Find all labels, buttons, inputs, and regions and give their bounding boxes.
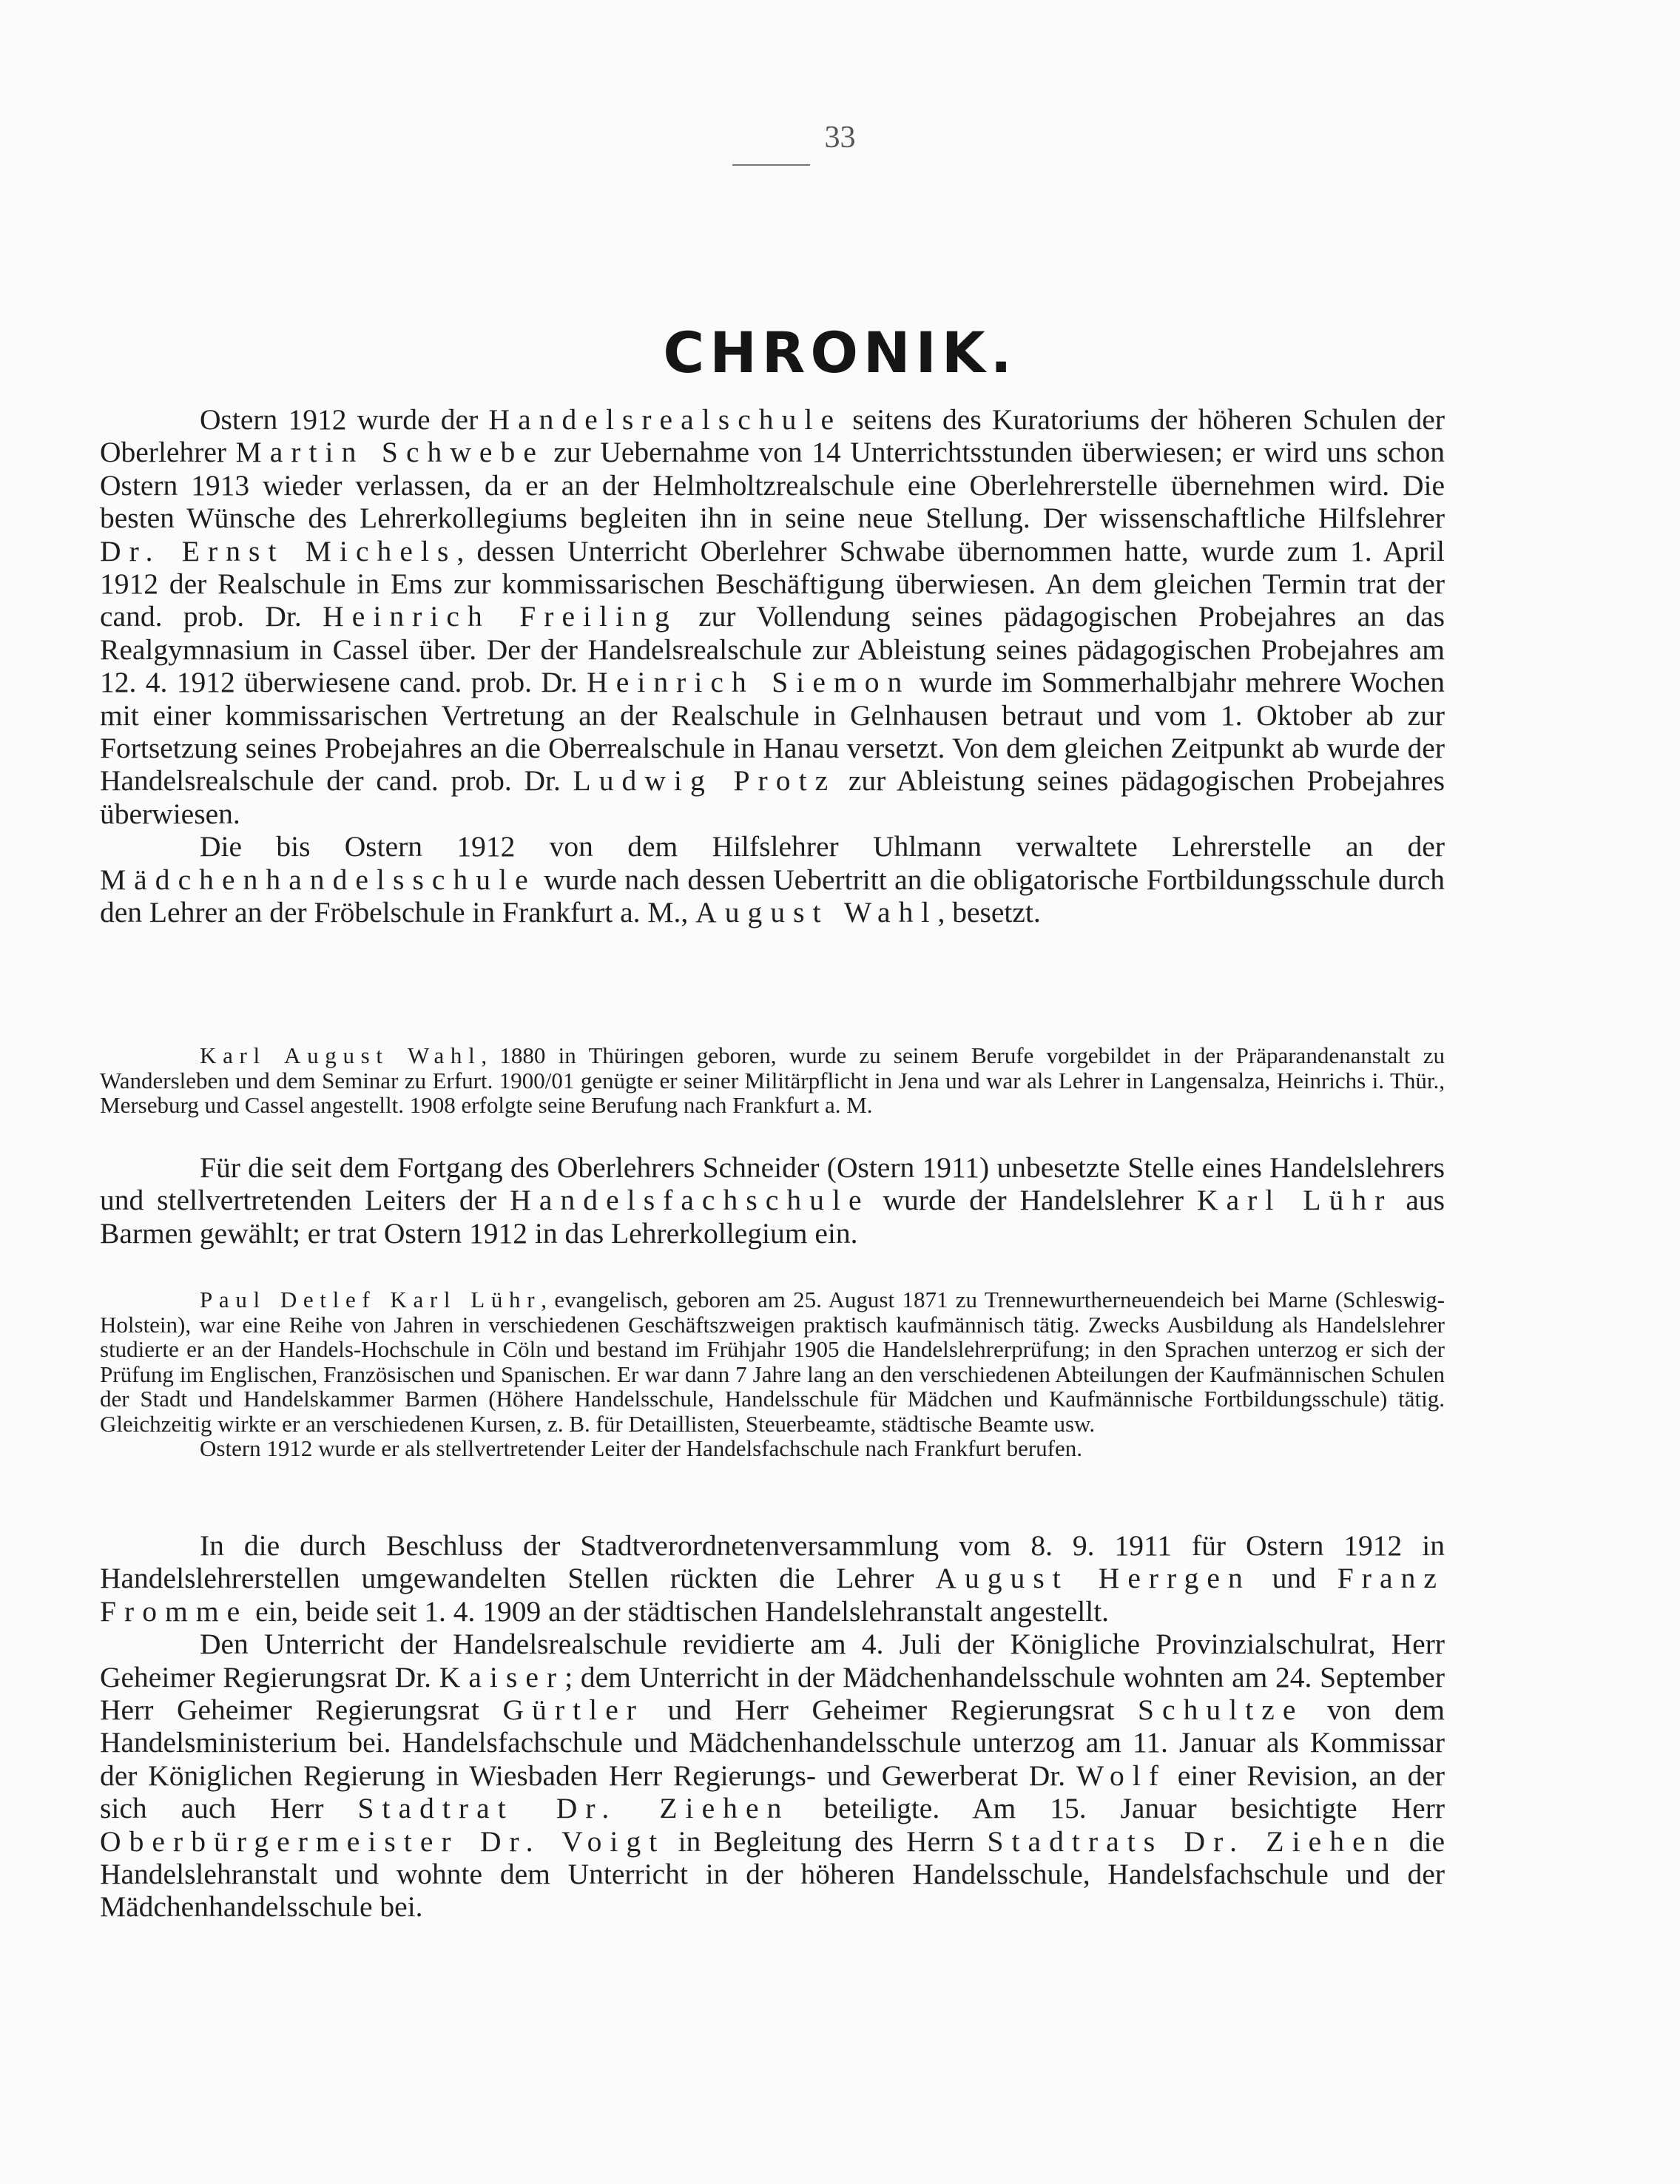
paragraph-maedchenhandelsschule — [100, 830, 1445, 928]
text-run: aus Barmen gewählt; er trat Ostern 1912 in das Lehrerkollegium ein. — [100, 1184, 1445, 1250]
text-run: ein, beide seit 1. 4. 1909 an der städtischen Handelslehranstalt angestellt. — [248, 1594, 1110, 1628]
spaced-name: Mädchenhandelsschule — [100, 863, 536, 896]
text-run: Die bis Ostern 1912 von dem Hilfslehrer Uhlmann verwaltete Lehrerstelle an der — [200, 830, 1445, 863]
text-run: In die durch Beschluss der Stadtverordnetenversammlung vom 8. 9. 1911 für Ostern 1912 in Handelslehrerstellen umgewandelten Stellen rückten die Lehrer — [100, 1529, 1445, 1595]
text-run: wurde nach dessen Uebertritt an die obligatorische Fortbildungsschule durch den Lehrer an der Fröbelschule in Frankfurt a. M., — [100, 863, 1445, 929]
text-run: Für die seit dem Fortgang des Oberlehrers Schneider (Ostern 1911) unbesetzte Stelle eines Handelslehrers und stellvertretenden Leiters der — [100, 1151, 1445, 1217]
text-run: , besetzt. — [937, 896, 1041, 929]
spaced-name: Stadtrat Dr. Ziehen — [357, 1792, 790, 1825]
chapter-title: CHRONIK. — [663, 320, 1017, 385]
spaced-name: Stadtrats Dr. Ziehen — [987, 1824, 1397, 1858]
spaced-name: Kaiser — [439, 1660, 565, 1693]
spaced-name: Handelsfachschule — [510, 1184, 870, 1217]
page-number: 33 — [824, 121, 856, 155]
text-run: zur Ableistung seines pädagogischen Probejahres überwiesen. — [100, 764, 1445, 830]
spaced-name: Heinrich Siemon — [587, 666, 911, 699]
body-text-block-3 — [100, 1529, 1445, 1924]
spaced-name: Handelsrealschule — [488, 403, 843, 436]
paragraph-revisionen — [100, 1628, 1445, 1924]
spaced-name: Paul Detlef Karl Lühr — [200, 1287, 542, 1312]
text-run: in Begleitung des Herrn — [665, 1824, 988, 1858]
page-number-rule — [732, 164, 810, 166]
paragraph-staff-changes — [100, 403, 1445, 830]
note-paragraph — [100, 1287, 1445, 1436]
text-run: , evangelisch, geboren am 25. August 1871 zu Trennewurtherneuendeich bei Marne (Schleswig-Holstein), war eine Reihe von Jahren in verschiedenen Geschäftszweigen praktisch kaufmännisch tätig. Zwecks Ausbildung als Handelslehrer studierte er an der Handels-Hochschule in Cöln und bestand im Frühjahr 1905 die Handelslehrerprüfung; in den Sprachen unterzog er sich der Prüfung im Englischen, Französischen und Spanischen. Er war dann 7 Jahre lang an den verschiedenen Abteilungen der Kaufmännischen Schulen der Stadt und Handelskammer Barmen (Höhere Handelsschule, Handelsschule für Mädchen und Kaufmännische Fortbildungsschule) tätig. Gleichzeitig wirkte er an verschiedenen Kursen, z. B. für Detaillisten, Steuerbeamte, städtische Beamte usw. — [100, 1287, 1445, 1437]
text-run: Den Unterricht der Handelsrealschule revidierte am 4. Juli der Königliche Provinzialschulrat, Herr Geheimer Regierungsrat Dr. — [100, 1628, 1445, 1693]
text-run: zur Vollendung seines pädagogischen Probejahres an das Realgymnasium in Cassel über. Der der Handelsrealschule zur Ableistung seines pädagogischen Probejahres am 12. 4. 1912 überwiesene cand. prob. Dr. — [100, 600, 1445, 699]
spaced-name: Karl August Wahl — [200, 1042, 482, 1068]
spaced-name: Martin Schwebe — [235, 436, 544, 469]
note-paragraph — [100, 1043, 1445, 1118]
spaced-name: Schultze — [1138, 1693, 1304, 1727]
text-run: von dem Handelsministerium bei. Handelsfachschule und Mädchenhandelsschule unterzog am 11. Januar als Kommissar der Königlichen Regierung in Wiesbaden Herr Regierungs- und Gewerberat Dr. — [100, 1693, 1445, 1792]
text-run: Ostern 1912 wurde er als stellvertretender Leiter der Handelsfachschule nach Frankfurt berufen. — [200, 1435, 1083, 1461]
text-run: zur Uebernahme von 14 Unterrichtsstunden überwiesen; er wird uns schon Ostern 1913 wieder verlassen, da er an der Helmholtzrealschule eine Oberlehrerstelle übernehmen wird. Die besten Wünsche des Lehrerkollegiums begleiten ihn in seine neue Stellung. Der wissenschaftliche Hilfslehrer — [100, 436, 1445, 535]
spaced-name: Dr. Ernst Michels — [100, 534, 457, 567]
text-run: seitens des Kuratoriums der höheren Schulen der Oberlehrer — [100, 403, 1445, 469]
body-text-block-1 — [100, 403, 1445, 929]
text-run: und — [1250, 1562, 1337, 1595]
text-run: einer Revision, an der sich auch Herr — [100, 1759, 1445, 1825]
spaced-name: Karl Lühr — [1196, 1184, 1393, 1217]
paragraph-handelsfachschule — [100, 1151, 1445, 1250]
spaced-name: Gürtler — [502, 1693, 644, 1727]
spaced-name: Oberbürgermeister Dr. Voigt — [100, 1824, 666, 1858]
paragraph-handelslehrerstellen — [100, 1529, 1445, 1628]
spaced-name: August Herrgen — [935, 1562, 1251, 1595]
biography-note-luehr — [100, 1287, 1445, 1461]
text-run: , dessen Unterricht Oberlehrer Schwabe übernommen hatte, wurde zum 1. April 1912 der Realschule in Ems zur kommissarischen Beschäftigung überwiesen. An dem gleichen Termin trat der cand. prob. Dr. — [100, 534, 1445, 633]
biography-note-wahl — [100, 1043, 1445, 1118]
text-run: beteiligte. Am 15. Januar besichtigte Herr — [789, 1792, 1445, 1825]
spaced-name: Ludwig Protz — [573, 764, 837, 798]
text-run: und Herr Geheimer Regierungsrat — [644, 1693, 1138, 1727]
text-run: Ostern 1912 wurde der — [200, 403, 489, 436]
text-run: wurde im Sommerhalbjahr mehrere Wochen mit einer kommissarischen Vertretung an der Realschule in Gelnhausen betraut und vom 1. Oktober ab zur Fortsetzung seines Probejahres an die Oberrealschule in Hanau versetzt. Von dem gleichen Zeitpunkt ab wurde der Handelsrealschule der cand. prob. Dr. — [100, 666, 1445, 798]
text-run: wurde der Handelslehrer — [869, 1184, 1197, 1217]
text-run: ; dem Unterricht in der Mädchenhandelsschule wohnten am 24. September Herr Geheimer Regierungsrat — [100, 1660, 1445, 1727]
body-text-block-2 — [100, 1151, 1445, 1250]
spaced-name: August Wahl — [695, 896, 938, 929]
spaced-name: Heinrich Freiling — [323, 600, 678, 633]
note-paragraph — [100, 1436, 1445, 1461]
text-run: , 1880 in Thüringen geboren, wurde zu seinem Berufe vorgebildet in der Präparandenanstalt zu Wandersleben und dem Seminar zu Erfurt. 1900/01 genügte er seiner Militärpflicht in Jena und war als Lehrer in Langensalza, Heinrichs i. Thür., Merseburg und Cassel angestellt. 1908 erfolgte seine Berufung nach Frankfurt a. M. — [100, 1042, 1445, 1118]
spaced-name: Franz Fromme — [100, 1562, 1445, 1628]
text-run: die Handelslehranstalt und wohnte dem Unterricht in der höheren Handelsschule, Handelsfachschule und der Mädchenhandelsschule bei. — [100, 1824, 1445, 1924]
spaced-name: Wolf — [1076, 1759, 1167, 1792]
